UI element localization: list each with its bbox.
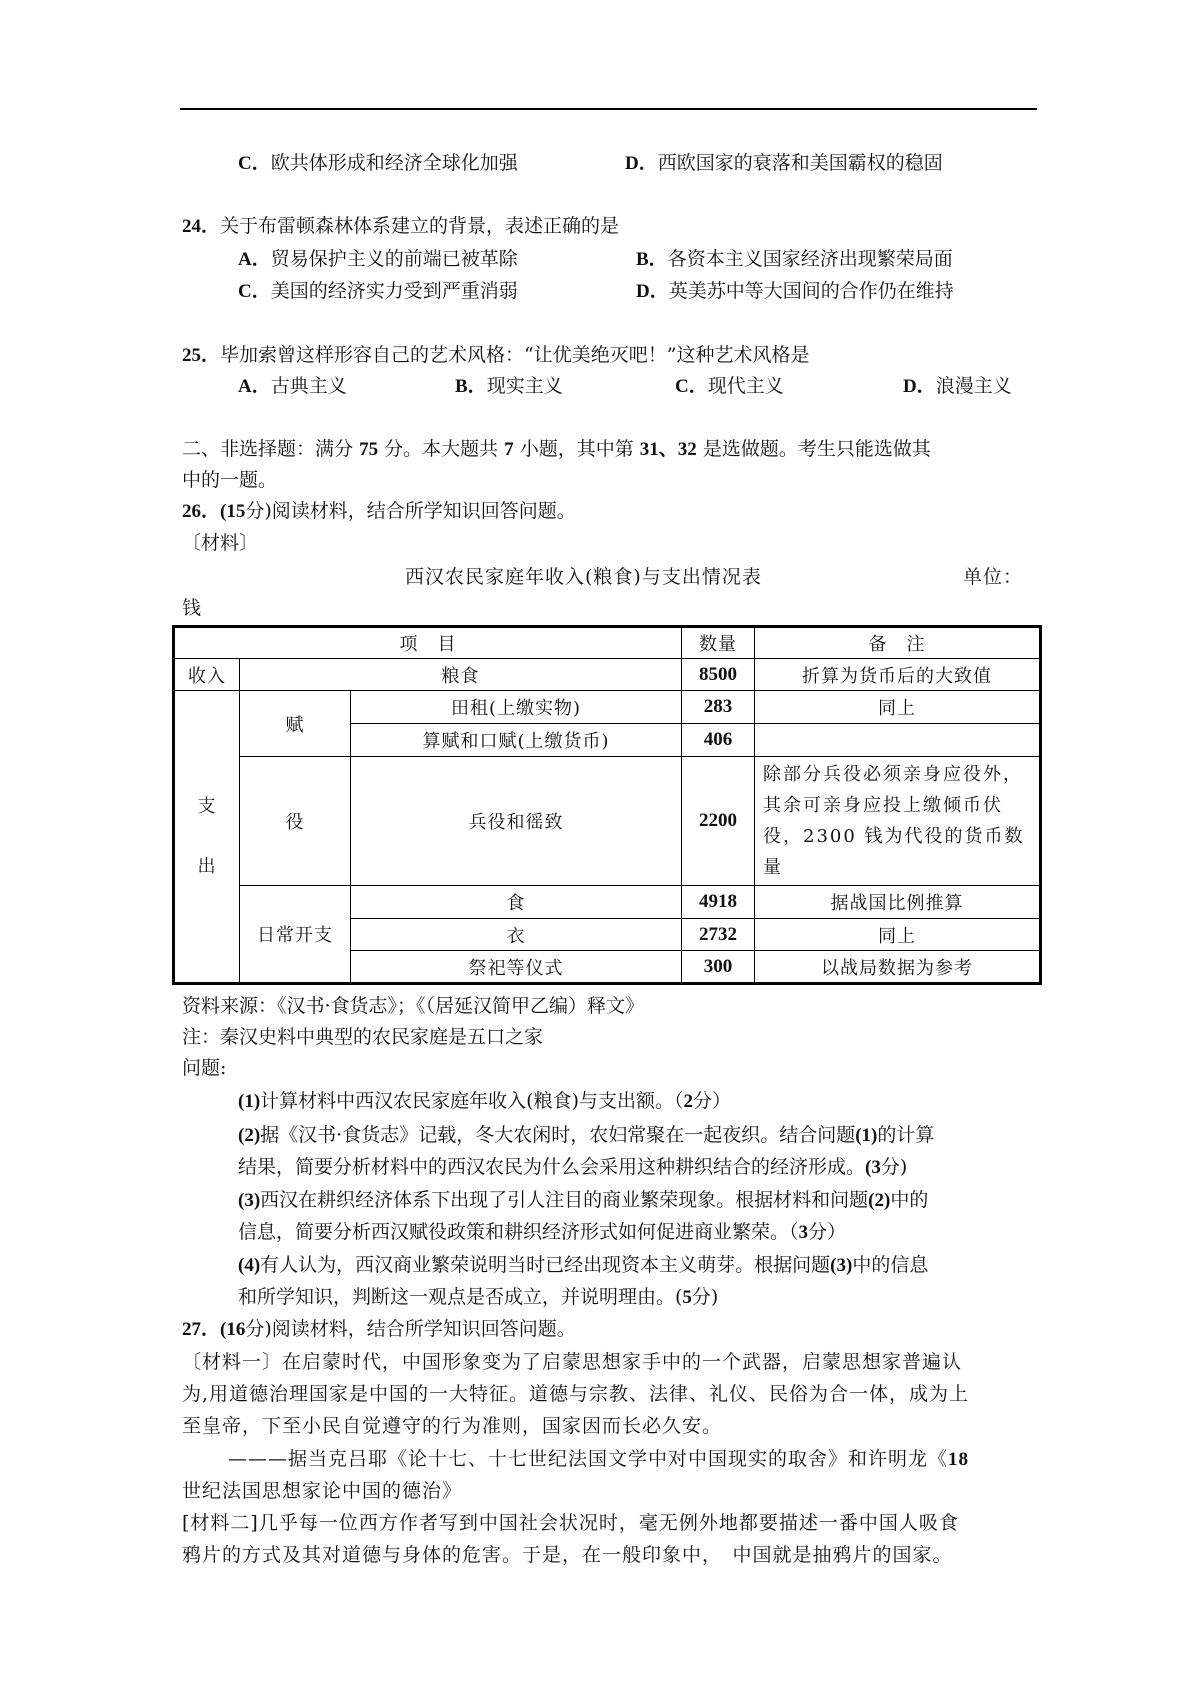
q27-material2-line2: 鸦片的方式及其对道德与身体的危害。于是，在一般印象中， 中国就是抽鸦片的国家。 [182,1544,953,1566]
q27-material1-line3: 至皇帝，下至小民自觉遵守的行为准则，国家因而长必久安。 [182,1415,723,1437]
q26-question-2: (2)据《汉书·食货志》记载，冬大农闲时，农妇常聚在一起夜织。结合问题(1)的计算 [238,1124,935,1146]
ritual-qty: 300 [682,951,755,984]
yi-item: 兵役和徭致 [351,757,682,886]
q24-option-b: B．各资本主义国家经济出现繁荣局面 [636,248,953,270]
header-rule [180,108,1037,110]
q24-option-d: D．英美苏中等大国间的合作仍在维持 [636,280,954,302]
q26-note: 注：秦汉史料中典型的农民家庭是五口之家 [182,1026,544,1048]
q27-material1-line2: 为,用道德治理国家是中国的一大特征。道德与宗教、法律、礼仪、民俗为合一体，成为上 [182,1383,970,1405]
q26-question-2-line2: 结果，简要分析材料中的西汉农民为什么会采用这种耕织结合的经济形成。(3分) [238,1156,908,1178]
food-note: 据战国比例推算 [755,886,1041,919]
cloth-qty: 2732 [682,919,755,951]
income-item: 粮食 [240,659,682,691]
q25-stem: 25．毕加索曾这样形容自己的艺术风格：“让优美绝灭吧！”这种艺术风格是 [182,344,810,366]
table-row-fu1 [174,691,1041,724]
q24-option-a: A．贸易保护主义的前端已被革除 [238,248,518,270]
header-item: 项 目 [174,627,682,659]
q23-option-c: C．欧共体形成和经济全球化加强 [238,152,518,174]
fu2-item: 算赋和口赋(上缴货币) [351,724,682,757]
fu2-note [755,724,1041,757]
table-header-row [174,627,1041,659]
section2-intro: 二、非选择题：满分 75 分。本大题共 7 小题，其中第 31、32 是选做题。考生只能选做其 [182,438,931,460]
food-item: 食 [351,886,682,919]
expense-char-2: 出 [197,855,217,877]
fu2-qty: 406 [682,724,755,757]
q26-material-label: 〔材料〕 [182,532,259,554]
q25-option-d: D．浪漫主义 [903,375,1012,397]
q26-questions-label: 问题: [182,1057,227,1079]
q26-table-title: 西汉农民家庭年收入(粮食)与支出情况表 [405,566,762,588]
expense-char-1: 支 [197,795,217,817]
table-row-income [174,659,1041,691]
table-row-yi [174,757,1041,886]
q25-option-c: C．现代主义 [675,375,784,397]
header-qty: 数量 [682,627,755,659]
cloth-note: 同上 [755,919,1041,951]
income-expense-table [172,625,1042,985]
fu-label: 赋 [240,691,351,757]
ritual-note: 以战局数据为参考 [755,951,1041,984]
q26-stem: 26．(15分)阅读材料，结合所学知识回答问题。 [182,500,576,522]
q25-option-a: A．古典主义 [238,375,347,397]
fu1-qty: 283 [682,691,755,724]
yi-qty: 2200 [682,757,755,886]
income-label: 收入 [174,659,240,691]
expense-label [174,691,240,984]
section2-intro-line2: 中的一题。 [182,469,278,491]
q24-option-c: C．美国的经济实力受到严重消弱 [238,280,518,302]
yi-label: 役 [240,757,351,886]
q24-stem: 24．关于布雷顿森林体系建立的背景，表述正确的是 [182,215,620,237]
header-note: 备 注 [755,627,1041,659]
yi-note: 除部分兵役必须亲身应役外，其余可亲身应投上缴倾币伏役，2300 钱为代役的货币数量 [755,757,1041,886]
q27-stem: 27．(16分)阅读材料，结合所学知识回答问题。 [182,1318,576,1340]
q26-source: 资料来源：《汉书·食货志》；《（居延汉简甲乙编）释文》 [182,995,645,1017]
q27-material1-source-line2: 世纪法国思想家论中国的德治》 [182,1480,463,1502]
q26-question-3-line2: 信息，简要分析西汉赋役政策和耕织经济形式如何促进商业繁荣。（3分） [238,1221,847,1243]
fu1-note: 同上 [755,691,1041,724]
cloth-item: 衣 [351,919,682,951]
income-qty: 8500 [682,659,755,691]
income-note: 折算为货币后的大致值 [755,659,1041,691]
q27-material1-source: ———据当克吕耶《论十七、十七世纪法国文学中对中国现实的取舍》和许明龙《18 [228,1448,970,1470]
q26-question-3: (3)西汉在耕织经济体系下出现了引人注目的商业繁荣现象。根据材料和问题(2)中的 [238,1189,929,1211]
q23-option-d: D．西欧国家的衰落和美国霸权的稳固 [625,152,943,174]
table-row-food [174,886,1041,919]
daily-label: 日常开支 [240,886,351,984]
q26-question-4-line2: 和所学知识，判断这一观点是否成立，并说明理由。(5分) [238,1286,719,1308]
q26-question-4: (4)有人认为，西汉商业繁荣说明当时已经出现资本主义萌芽。根据问题(3)中的信息 [238,1254,929,1276]
q26-unit-value: 钱 [182,597,202,619]
q26-question-1: (1)计算材料中西汉农民家庭年收入(粮食)与支出额。（2分） [238,1090,731,1112]
q27-material2-line1: [材料二]几乎每一位西方作者写到中国社会状况时，毫无例外地都要描述一番中国人吸食 [182,1512,959,1534]
q25-option-b: B．现实主义 [455,375,563,397]
ritual-item: 祭祀等仪式 [351,951,682,984]
q26-unit-label: 单位： [963,566,1024,588]
fu1-item: 田租(上缴实物) [351,691,682,724]
food-qty: 4918 [682,886,755,919]
q27-material1-line1: 〔材料一〕在启蒙时代，中国形象变为了启蒙思想家手中的一个武器，启蒙思想家普遍认 [182,1351,963,1373]
